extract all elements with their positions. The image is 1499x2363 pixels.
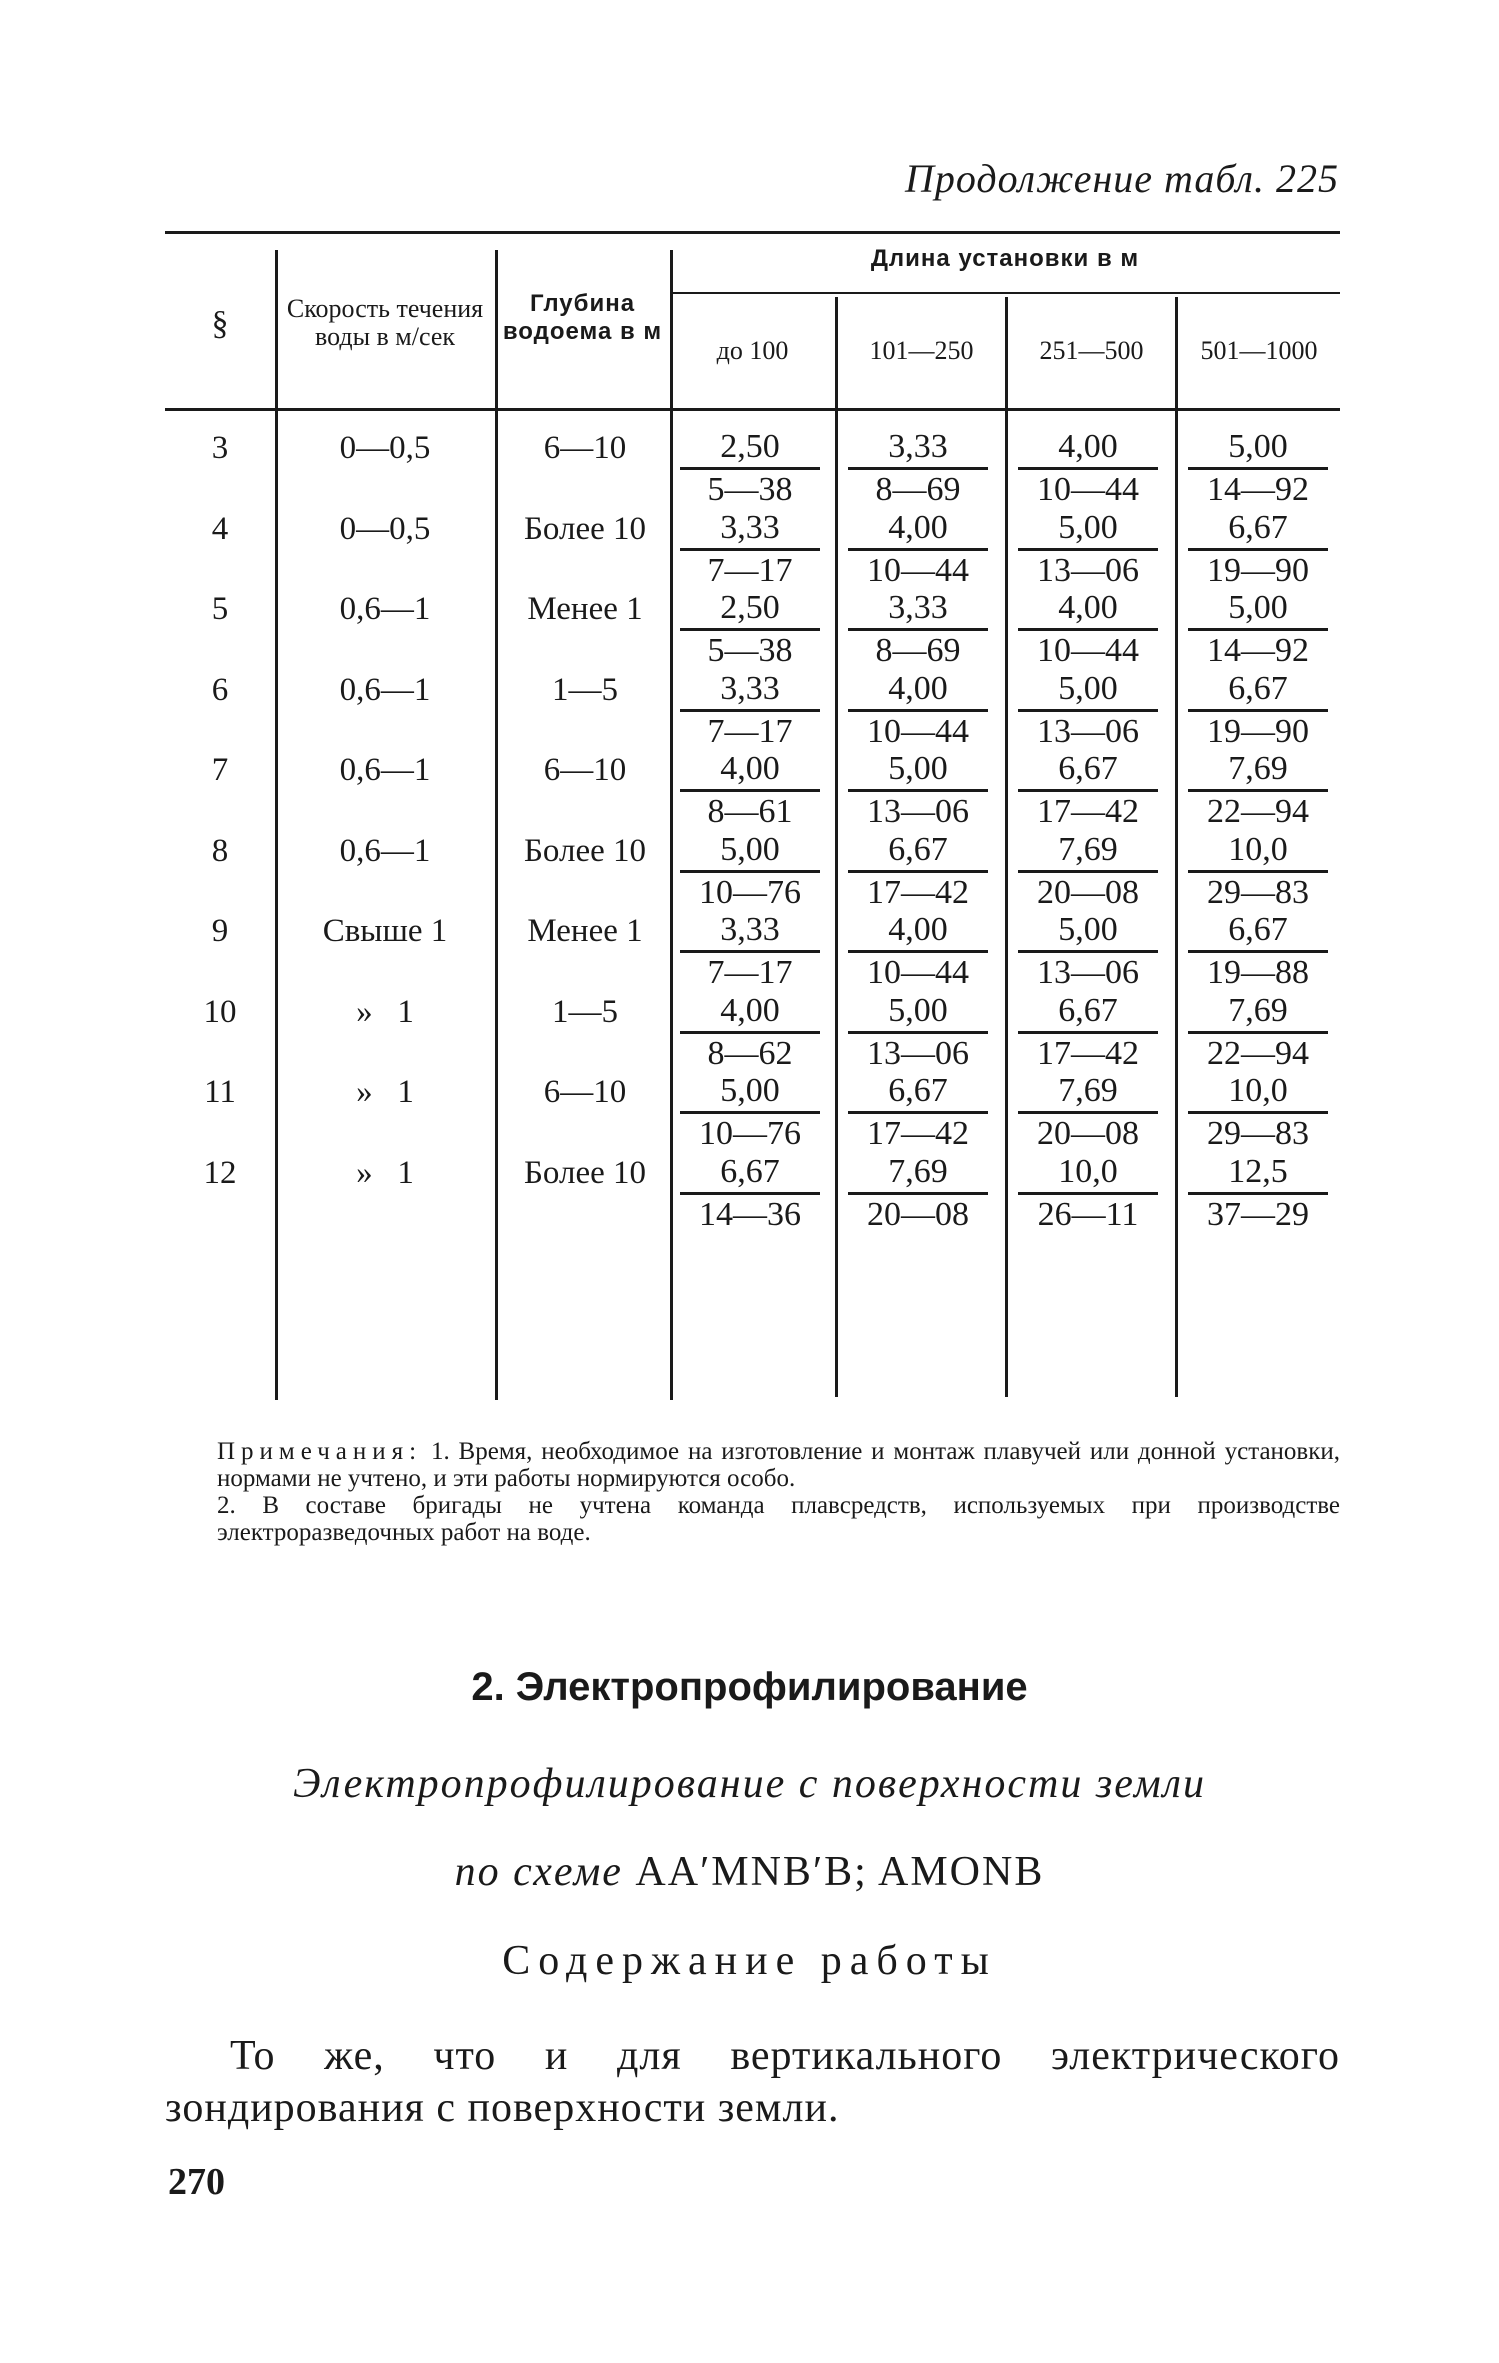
col-separator (275, 250, 278, 1400)
row-value-fraction (1188, 1072, 1328, 1152)
row-value-fraction (1018, 750, 1158, 830)
row-depth: Менее 1 (527, 913, 643, 949)
row-value-fraction (1188, 428, 1328, 508)
row-speed: » 1 (356, 1154, 414, 1191)
row-value-fraction (1188, 589, 1328, 669)
row-value-fraction (680, 428, 820, 508)
row-value-fraction (848, 750, 988, 830)
header-length-2: 251—500 (1039, 336, 1144, 365)
fraction-denominator: 13—06 (867, 793, 969, 830)
fraction-denominator: 13—06 (1037, 954, 1139, 991)
fraction-numerator: 4,00 (680, 750, 820, 792)
fraction-denominator: 19—88 (1207, 954, 1309, 991)
fraction-numerator: 5,00 (848, 992, 988, 1034)
row-section: 10 (203, 993, 237, 1030)
fraction-denominator: 37—29 (1207, 1195, 1309, 1233)
row-section: 3 (211, 430, 229, 466)
fraction-numerator: 7,69 (1018, 831, 1158, 873)
fraction-numerator: 7,69 (1018, 1072, 1158, 1114)
row-value-fraction (1018, 831, 1158, 911)
row-value-fraction (848, 1153, 988, 1233)
subtitle-scheme: AA′MNB′B; AMONB (635, 1849, 1045, 1895)
fraction-numerator: 4,00 (848, 509, 988, 551)
row-section: 6 (211, 671, 229, 708)
fraction-numerator: 6,67 (1188, 670, 1328, 712)
fraction-numerator: 3,33 (848, 589, 988, 631)
row-value-fraction (1018, 428, 1158, 508)
fraction-denominator: 10—76 (699, 1115, 801, 1152)
row-value-fraction (1018, 911, 1158, 991)
fraction-denominator: 8—61 (707, 793, 793, 830)
row-value-fraction (1018, 670, 1158, 750)
row-value-fraction (1188, 1153, 1328, 1233)
row-speed: 0—0,5 (339, 430, 431, 466)
fraction-numerator: 5,00 (1018, 911, 1158, 953)
fraction-numerator: 3,33 (848, 428, 988, 470)
fraction-numerator: 5,00 (680, 831, 820, 873)
row-value-fraction (1188, 670, 1328, 750)
table-notes (165, 1438, 1340, 1546)
col-separator (1175, 297, 1178, 1397)
row-section: 7 (211, 752, 229, 788)
fraction-numerator: 5,00 (680, 1072, 820, 1114)
fraction-numerator: 4,00 (1018, 428, 1158, 470)
row-section: 5 (211, 591, 229, 627)
row-speed: 0,6—1 (339, 832, 431, 869)
fraction-numerator: 7,69 (1188, 750, 1328, 792)
fraction-numerator: 5,00 (1188, 589, 1328, 631)
fraction-denominator: 19—90 (1207, 551, 1309, 589)
row-value-fraction (680, 670, 820, 750)
fraction-denominator: 13—06 (1037, 712, 1139, 750)
fraction-numerator: 6,67 (1018, 750, 1158, 792)
fraction-denominator: 10—44 (867, 954, 969, 991)
header-length-3: 501—1000 (1200, 336, 1318, 365)
fraction-denominator: 29—83 (1207, 873, 1309, 911)
row-value-fraction (680, 589, 820, 669)
fraction-numerator: 4,00 (680, 992, 820, 1034)
subtitle-line-2 (0, 1848, 1499, 1896)
row-speed: » 1 (356, 993, 414, 1030)
row-value-fraction (848, 589, 988, 669)
fraction-numerator: 5,00 (1018, 509, 1158, 551)
fraction-numerator: 3,33 (680, 670, 820, 712)
fraction-numerator: 7,69 (1188, 992, 1328, 1034)
header-depth: Глубина водоема в м (502, 290, 663, 345)
row-value-fraction (680, 1153, 820, 1233)
fraction-denominator: 17—42 (1037, 1034, 1139, 1072)
norms-table (165, 225, 1340, 1385)
fraction-denominator: 7—17 (707, 954, 793, 991)
fraction-denominator: 10—44 (1037, 471, 1139, 508)
fraction-denominator: 22—94 (1207, 793, 1309, 830)
fraction-numerator: 4,00 (1018, 589, 1158, 631)
fraction-denominator: 13—06 (867, 1034, 969, 1072)
row-value-fraction (848, 831, 988, 911)
fraction-numerator: 7,69 (848, 1153, 988, 1195)
row-value-fraction (680, 992, 820, 1072)
row-value-fraction (1188, 831, 1328, 911)
fraction-denominator: 7—17 (707, 551, 793, 589)
row-value-fraction (1018, 509, 1158, 589)
fraction-numerator: 10,0 (1018, 1153, 1158, 1195)
fraction-denominator: 14—36 (699, 1195, 801, 1233)
fraction-denominator: 7—17 (707, 712, 793, 750)
fraction-denominator: 13—06 (1037, 551, 1139, 589)
fraction-numerator: 3,33 (680, 509, 820, 551)
col-separator (835, 297, 838, 1397)
fraction-denominator: 8—69 (875, 471, 961, 508)
notes-label: Примечания: (217, 1438, 423, 1465)
fraction-denominator: 10—76 (699, 873, 801, 911)
row-depth: 6—10 (543, 1074, 627, 1110)
section-title: 2. Электропрофилирование (471, 1665, 1028, 1709)
row-depth: 6—10 (543, 430, 627, 466)
fraction-numerator: 6,67 (1188, 911, 1328, 953)
row-value-fraction (848, 911, 988, 991)
row-speed: 0,6—1 (339, 591, 431, 627)
row-value-fraction (1018, 992, 1158, 1072)
row-value-fraction (680, 750, 820, 830)
header-length-group: Длина установки в м (870, 245, 1140, 272)
row-speed: » 1 (356, 1074, 414, 1110)
body-paragraph: То же, что и для вертикального электрического зондирования с поверхности земли. (165, 2033, 1340, 2131)
header-section: § (211, 305, 229, 342)
row-depth: Более 10 (523, 832, 647, 869)
fraction-denominator: 17—42 (867, 1115, 969, 1152)
header-bottom-rule (165, 408, 1340, 411)
fraction-numerator: 5,00 (1188, 428, 1328, 470)
fraction-numerator: 6,67 (848, 1072, 988, 1114)
fraction-denominator: 8—69 (875, 632, 961, 669)
row-depth: 1—5 (552, 993, 618, 1030)
header-speed: Скорость течения воды в м/сек (286, 294, 484, 351)
fraction-denominator: 10—44 (867, 712, 969, 750)
row-value-fraction (1188, 992, 1328, 1072)
col-separator (495, 250, 498, 1400)
fraction-denominator: 14—92 (1207, 471, 1309, 508)
fraction-numerator: 12,5 (1188, 1153, 1328, 1195)
fraction-denominator: 5—38 (707, 632, 793, 669)
row-value-fraction (680, 509, 820, 589)
row-depth: Более 10 (523, 510, 647, 547)
note-1 (165, 1438, 1340, 1492)
row-section: 9 (211, 913, 229, 949)
fraction-numerator: 6,67 (848, 831, 988, 873)
row-depth: Менее 1 (527, 591, 643, 627)
row-section: 11 (204, 1074, 236, 1110)
fraction-numerator: 5,00 (848, 750, 988, 792)
row-value-fraction (848, 509, 988, 589)
fraction-denominator: 17—42 (1037, 793, 1139, 830)
row-depth: 1—5 (552, 671, 618, 708)
fraction-numerator: 6,67 (1188, 509, 1328, 551)
fraction-numerator: 10,0 (1188, 831, 1328, 873)
row-section: 12 (203, 1154, 237, 1191)
row-value-fraction (1188, 750, 1328, 830)
fraction-numerator: 2,50 (680, 428, 820, 470)
row-value-fraction (1188, 509, 1328, 589)
col-separator (1005, 297, 1008, 1397)
fraction-numerator: 4,00 (848, 670, 988, 712)
row-value-fraction (848, 428, 988, 508)
row-depth: 6—10 (543, 752, 627, 788)
fraction-denominator: 10—44 (1037, 632, 1139, 669)
row-speed: 0,6—1 (339, 671, 431, 708)
fraction-denominator: 20—08 (1037, 873, 1139, 911)
row-value-fraction (1188, 911, 1328, 991)
row-speed: Свыше 1 (322, 913, 448, 949)
note-1-text: 1. Время, необходимое на изготовление и монтаж плавучей или донной установки, нормами не учтено, и эти работы нормируются особо. (217, 1438, 1340, 1492)
page-number: 270 (168, 2161, 225, 2203)
row-value-fraction (1018, 1153, 1158, 1233)
row-value-fraction (680, 911, 820, 991)
fraction-numerator: 5,00 (1018, 670, 1158, 712)
row-value-fraction (1018, 1072, 1158, 1152)
row-section: 4 (211, 510, 229, 547)
row-section: 8 (211, 832, 229, 869)
fraction-denominator: 5—38 (707, 471, 793, 508)
continuation-caption: Продолжение табл. 225 (904, 156, 1339, 201)
fraction-numerator: 6,67 (680, 1153, 820, 1195)
fraction-denominator: 8—62 (707, 1034, 793, 1072)
row-value-fraction (1018, 589, 1158, 669)
fraction-numerator: 10,0 (1188, 1072, 1328, 1114)
table-top-rule (165, 231, 1340, 234)
col-separator (670, 250, 673, 1400)
row-speed: 0,6—1 (339, 752, 431, 788)
fraction-denominator: 10—44 (867, 551, 969, 589)
fraction-denominator: 20—08 (1037, 1115, 1139, 1152)
row-value-fraction (848, 992, 988, 1072)
fraction-numerator: 2,50 (680, 589, 820, 631)
fraction-denominator: 22—94 (1207, 1034, 1309, 1072)
fraction-denominator: 17—42 (867, 873, 969, 911)
header-length-1: 101—250 (869, 336, 974, 365)
fraction-denominator: 19—90 (1207, 712, 1309, 750)
fraction-denominator: 20—08 (867, 1195, 969, 1233)
contents-heading: Содержание работы (502, 1938, 997, 1984)
fraction-numerator: 4,00 (848, 911, 988, 953)
fraction-numerator: 3,33 (680, 911, 820, 953)
row-depth: Более 10 (523, 1154, 647, 1191)
header-length-0: до 100 (716, 336, 789, 365)
row-value-fraction (680, 1072, 820, 1152)
fraction-denominator: 14—92 (1207, 632, 1309, 669)
note-2: 2. В составе бригады не учтена команда плавсредств, используемых при производстве электроразведочных работ на воде. (217, 1492, 1340, 1546)
fraction-denominator: 29—83 (1207, 1115, 1309, 1152)
subtitle-line-1: Электропрофилирование с поверхности земли (293, 1761, 1206, 1807)
row-value-fraction (848, 670, 988, 750)
length-group-rule (670, 292, 1340, 294)
fraction-numerator: 6,67 (1018, 992, 1158, 1034)
fraction-denominator: 26—11 (1037, 1195, 1139, 1233)
row-speed: 0—0,5 (339, 510, 431, 547)
subtitle-prefix: по схеме (454, 1849, 623, 1895)
row-value-fraction (680, 831, 820, 911)
row-value-fraction (848, 1072, 988, 1152)
